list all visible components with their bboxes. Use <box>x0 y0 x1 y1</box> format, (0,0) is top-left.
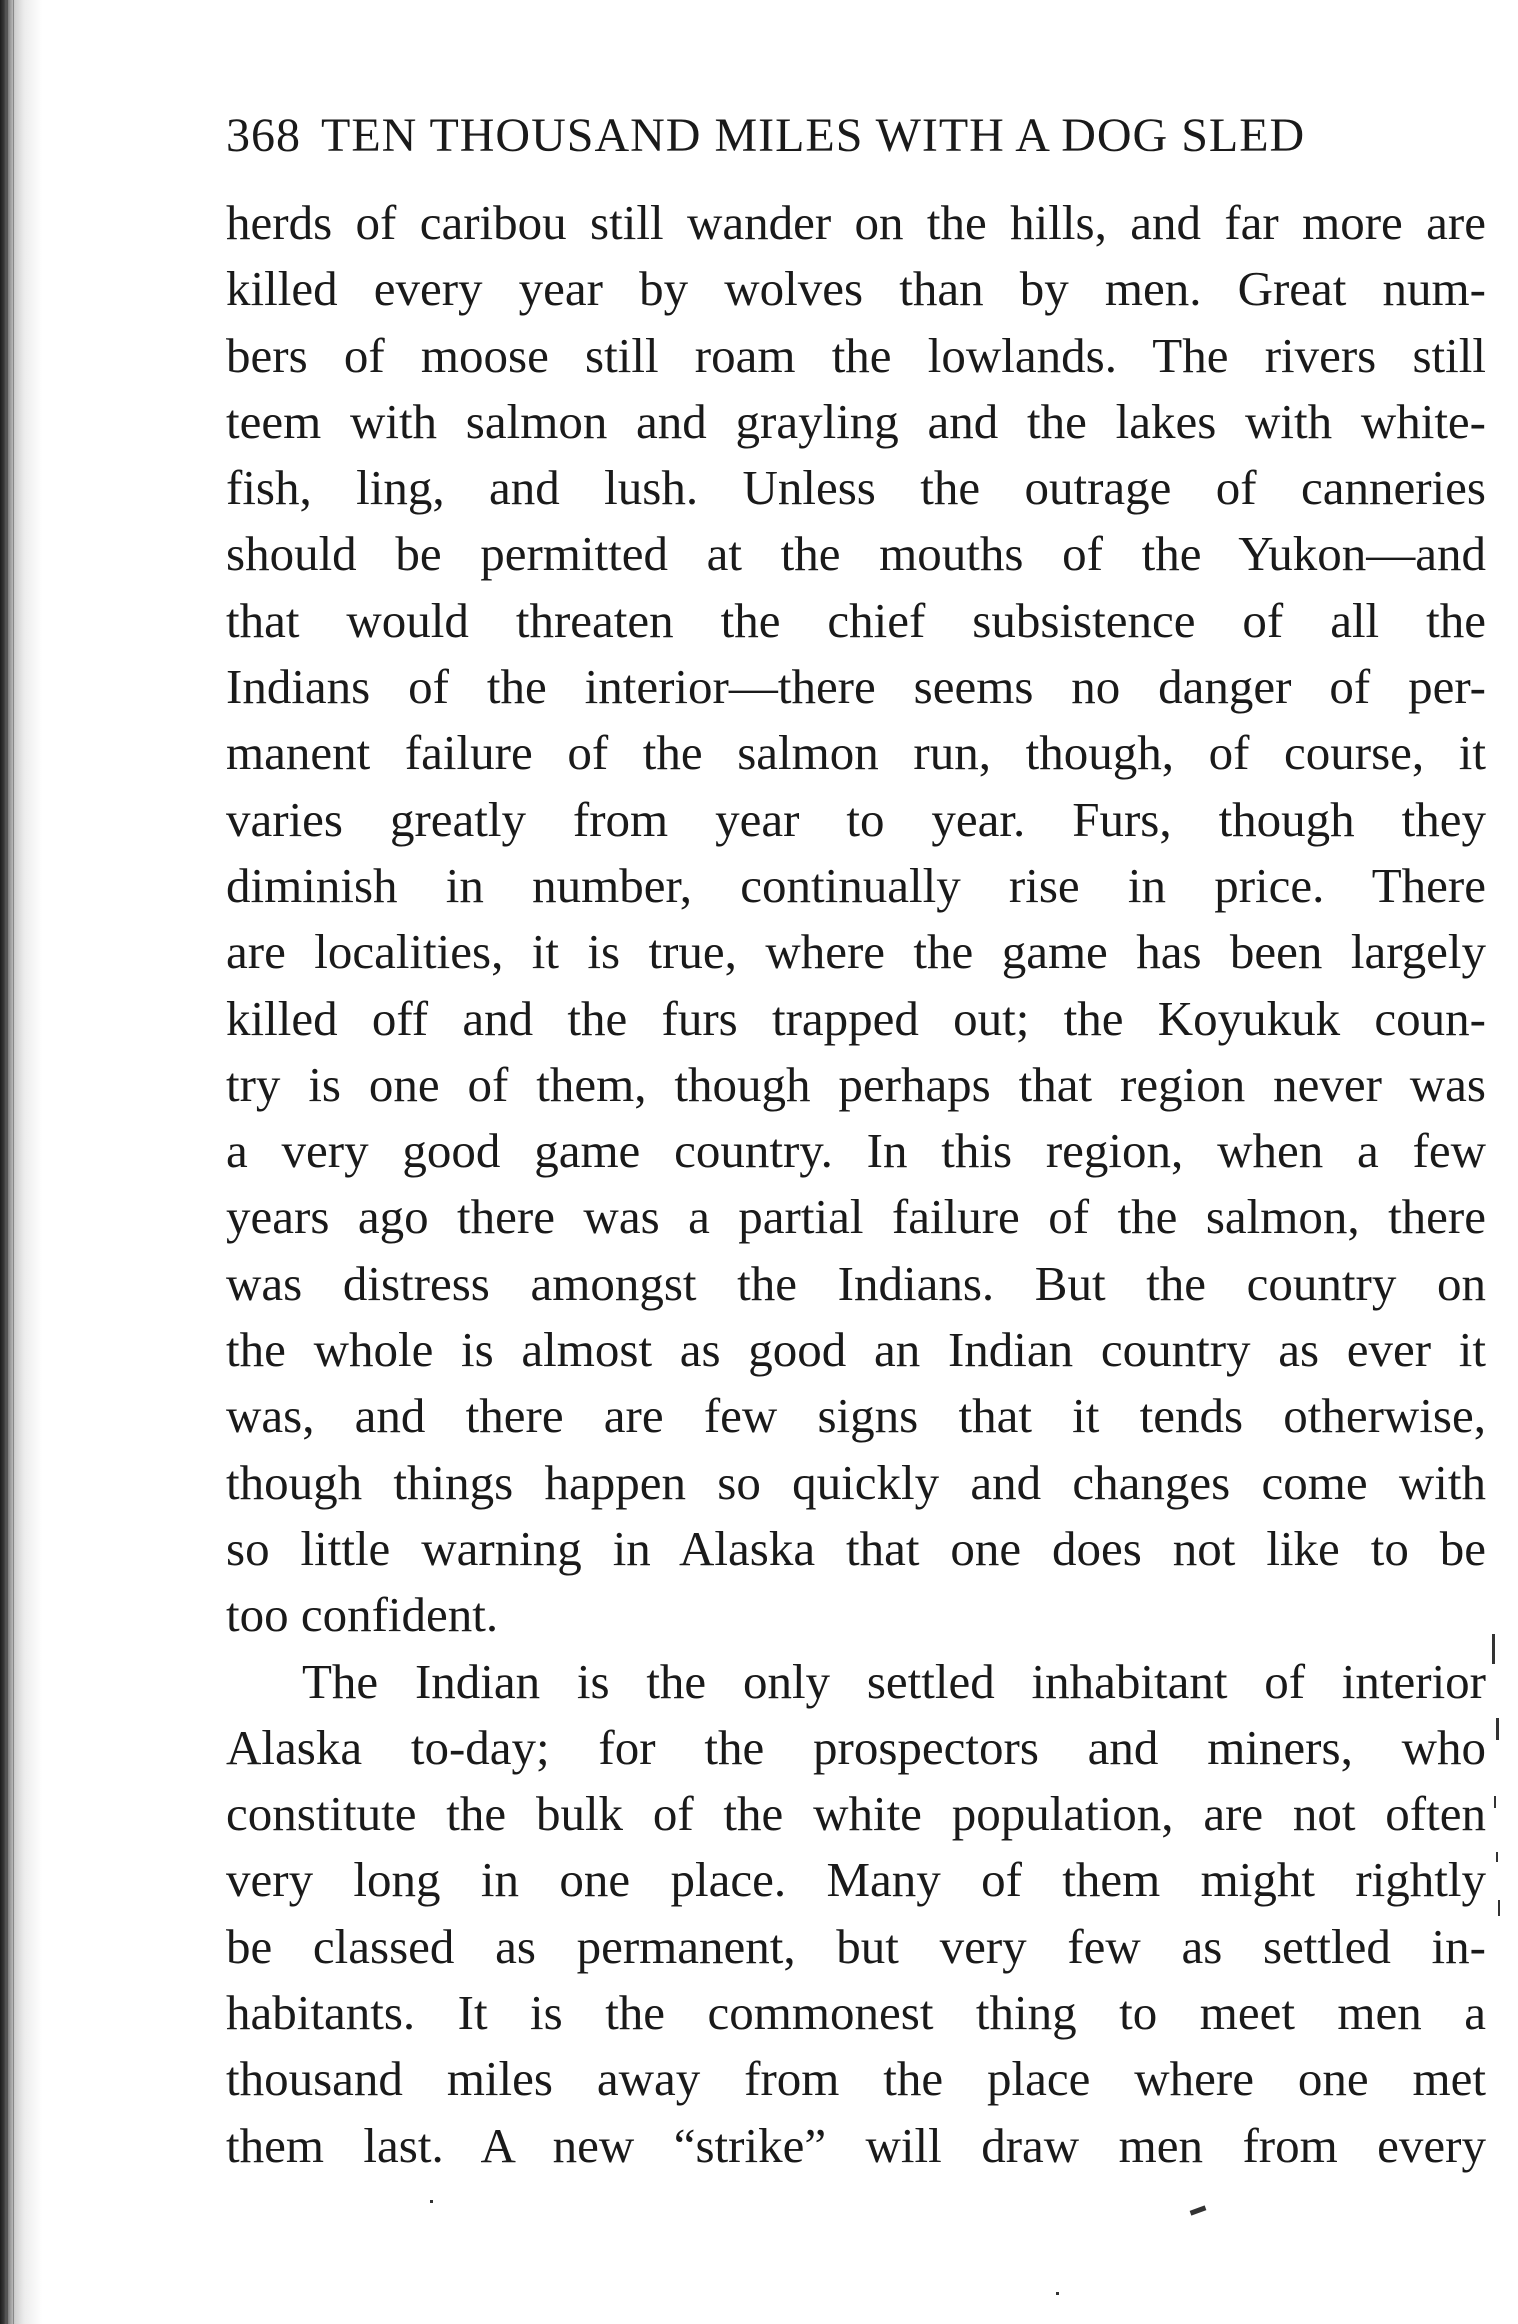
text-line: bers of moose still roam the lowlands. The rivers still <box>226 327 1486 383</box>
text-line: Indians of the interior—there seems no danger of per- <box>226 659 1486 715</box>
text-line: though things happen so quickly and changes come with <box>226 1454 1486 1510</box>
book-page <box>226 100 1486 2179</box>
text-line: so little warning in Alaska that one does not like to be <box>226 1520 1486 1576</box>
page-number: 368 <box>226 109 301 162</box>
scan-speck <box>1496 1852 1498 1862</box>
text-line: thousand miles away from the place where one met <box>226 2051 1486 2107</box>
text-line: very long in one place. Many of them might rightly <box>226 1852 1486 1908</box>
text-line-paragraph-start: The Indian is the only settled inhabitant of interior <box>302 1653 1486 1709</box>
text-line: years ago there was a partial failure of the salmon, there <box>226 1189 1486 1245</box>
text-line: diminish in number, continually rise in price. There <box>226 857 1486 913</box>
text-line: killed off and the furs trapped out; the Koyukuk coun- <box>226 990 1486 1046</box>
text-line: killed every year by wolves than by men. Great num- <box>226 261 1486 317</box>
gutter-line <box>6 0 8 2324</box>
text-line: are localities, it is true, where the game has been largely <box>226 924 1486 980</box>
text-line: varies greatly from year to year. Furs, though they <box>226 791 1486 847</box>
scan-speck <box>1496 1718 1499 1740</box>
text-line: was distress amongst the Indians. But the country on <box>226 1255 1486 1311</box>
text-line: that would threaten the chief subsistence of all the <box>226 592 1486 648</box>
text-line: a very good game country. In this region, when a few <box>226 1123 1486 1179</box>
text-line: them last. A new “strike” will draw men from every <box>226 2117 1486 2173</box>
body-text <box>226 190 1486 2179</box>
text-line: was, and there are few signs that it tends otherwise, <box>226 1388 1486 1444</box>
text-line: herds of caribou still wander on the hills, and far more are <box>226 195 1486 250</box>
scan-speck <box>430 2200 433 2203</box>
text-line: Alaska to-day; for the prospectors and miners, who <box>226 1719 1486 1775</box>
gutter-line <box>13 0 14 2324</box>
text-line: the whole is almost as good an Indian country as ever it <box>226 1322 1486 1378</box>
scan-speck <box>1498 1900 1500 1916</box>
running-head <box>226 100 1486 172</box>
text-line: fish, ling, and lush. Unless the outrage of canneries <box>226 460 1486 516</box>
text-line: should be permitted at the mouths of the Yukon—and <box>226 526 1486 582</box>
scan-speck <box>1190 2205 1207 2215</box>
text-line: be classed as permanent, but very few as settled in- <box>226 1918 1486 1974</box>
text-line: teem with salmon and grayling and the lakes with white- <box>226 393 1486 449</box>
text-line-paragraph-end: too confident. <box>226 1587 499 1643</box>
text-line: constitute the bulk of the white population, are not often <box>226 1786 1486 1842</box>
text-line: manent failure of the salmon run, though, of course, it <box>226 725 1486 781</box>
text-line: habitants. It is the commonest thing to meet men a <box>226 1985 1486 2041</box>
scan-speck <box>1494 1796 1496 1808</box>
text-line: try is one of them, though perhaps that region never was <box>226 1056 1486 1112</box>
scan-speck <box>1492 1634 1495 1664</box>
running-title: TEN THOUSAND MILES WITH A DOG SLED <box>321 109 1306 162</box>
scan-speck <box>1056 2292 1059 2295</box>
